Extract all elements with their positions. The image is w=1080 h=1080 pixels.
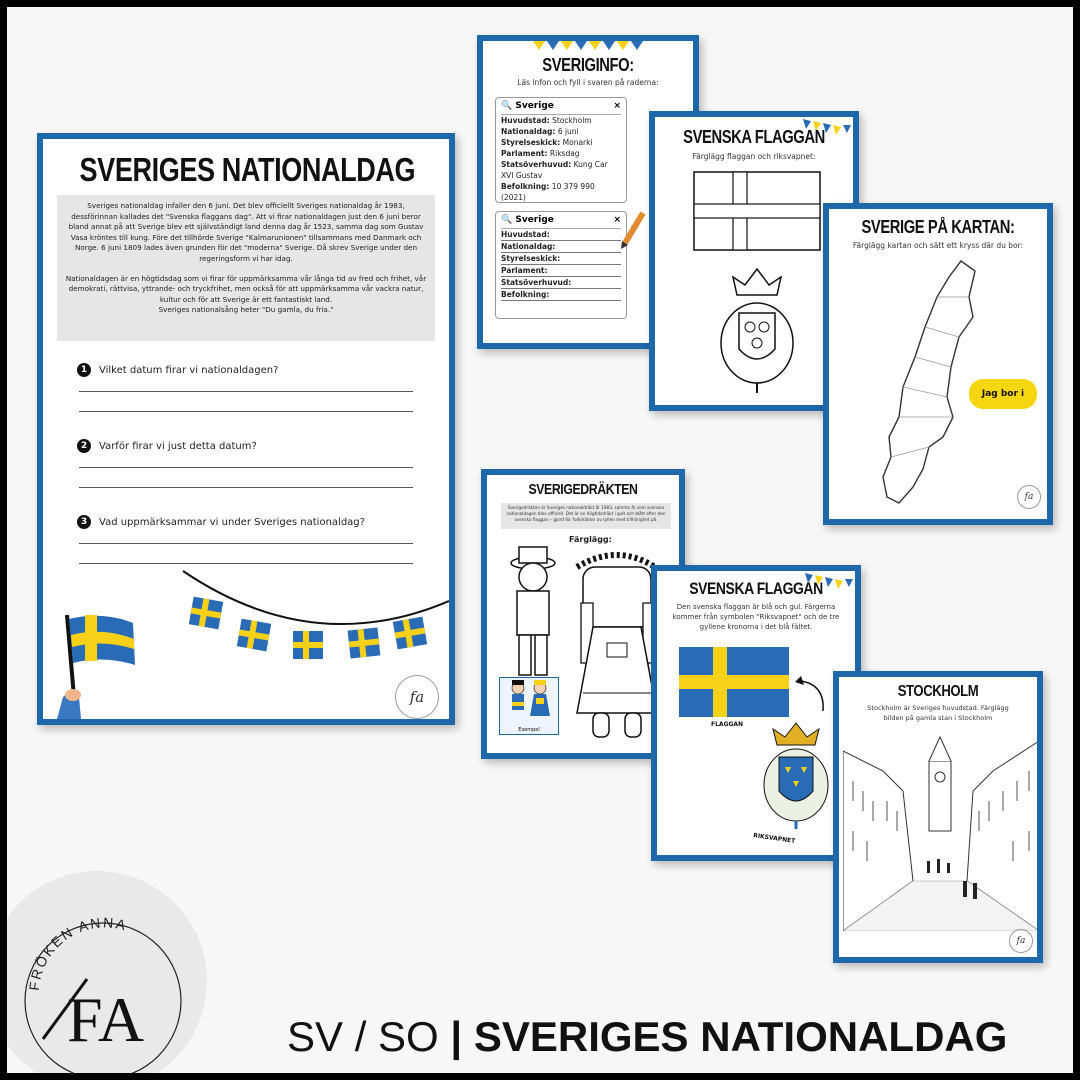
stockholm-logo: fa [1009,929,1033,953]
main-worksheet-logo: fa [395,675,439,719]
question-3-text: Vad uppmärksammar vi under Sveriges nationaldag? [99,517,365,528]
hand-held-flag-icon [57,615,135,719]
blank-field: Nationaldag: [501,241,621,253]
answer-line [79,467,413,468]
map-worksheet [823,203,1053,525]
swedish-flag-icon [679,647,789,717]
flag-info-title: SVENSKA FLAGGAN [689,579,823,598]
old-town-street-outline-icon [843,731,1039,931]
map-subtitle: Färglägg kartan och sätt ett kryss där du bor: [852,241,1024,250]
intro-paragraph-1: Sveriges nationaldag infaller den 6 juni. Det blev officiellt Sveriges nationaldag år 1983, dessförinnan kallades det "Svenska flaggans dag". Att vi firar nationaldagen just den 6 juni beror bland annat på att Sverige blev ett självständigt land denna dag år 1523, samma dag som Gustav Vasa kröntes till kung. Före det tillhörde Sverige "Kalmarunionen" tillsammans med Danmark och Norge. 6 juni 1809 lades även grunden för det "moderna" Sverige. Då skrev Sverige under den regeringsform vi har idag. [68,201,424,263]
costume-title: SVERIGEDRÄKTEN [528,481,638,498]
location-badge: Jag bor i [969,379,1037,409]
flag-info-text: Den svenska flaggan är blå och gul. Färgerna kommer från symbolen "Riksvapnet" och de tre gyllene kronorna i det blå fältet. [672,603,840,631]
question-2 [77,439,257,453]
stockholm-worksheet [833,671,1043,963]
question-1-number: 1 [77,363,91,377]
example-label: Exempel [518,727,540,733]
search-icon: 🔍 [501,215,513,225]
map-title: SVERIGE PÅ KARTAN: [861,217,1015,237]
stockholm-title: STOCKHOLM [897,683,979,700]
map-logo: fa [1017,485,1041,509]
info-field: Befolkning: 10 379 990 (2021) [501,182,595,202]
brand-logo-icon [7,871,207,1073]
bunting-flag-icon [393,617,427,650]
intro-text-box [57,195,435,341]
question-3 [77,515,365,529]
info-field: Styrelseskick: Monarki [501,138,593,147]
question-1-text: Vilket datum firar vi nationaldagen? [99,365,279,376]
flag-bunting-illustration [43,569,449,719]
brand-monogram: FA [67,984,145,1055]
colored-children-icon [500,678,558,724]
flag-info-worksheet [651,565,861,861]
blank-field: Styrelseskick: [501,253,621,265]
filled-info-box [495,97,627,203]
footer-title [287,1007,1073,1067]
flag-outline-icon [693,171,821,251]
search-icon: 🔍 [501,101,513,111]
blank-info-box [495,211,627,319]
question-3-number: 3 [77,515,91,529]
brand-logo-badge [7,871,207,1073]
stockholm-text: Stockholm är Sveriges huvudstad. Färglägg bilden på gamla stan i Stockholm [867,704,1009,722]
answer-line [79,391,413,392]
footer-subject: SV / SO [287,1013,439,1060]
intro-paragraph-2: Nationaldagen är en högtidsdag som vi firar för uppmärksamma vår långa tid av fred och frihet, vår demokrati, rättvisa, yttrande- och tryckfrihet, men också för att uppmärksamma vår vackra natur, kultur och för att Sverige är ett fantastiskt land. [65,273,427,304]
info-search-label: Sverige [515,101,554,111]
bunting-flag-icon [348,628,381,659]
answer-line [79,411,413,412]
footer-separator: | [450,1013,463,1060]
close-icon: × [613,215,621,225]
arms-caption: RIKSVAPNET [752,832,796,845]
blank-field: Huvudstad: [501,229,621,241]
sveriginfo-subtitle: Läs infon och fyll i svaren på raderna: [517,78,659,87]
flag-coloring-title: SVENSKA FLAGGAN [683,127,825,147]
example-thumbnail [499,677,559,735]
info-field: Statsöverhuvud: Kung Car XVI Gustav [501,160,608,180]
question-1 [77,363,278,377]
footer-product-title: SVERIGES NATIONALDAG [473,1013,1008,1060]
blank-field: Statsöverhuvud: [501,277,621,289]
flag-caption: FLAGGAN [711,721,744,728]
main-worksheet-title: SVERIGES NATIONALDAG [79,151,416,188]
color-label: Färglägg: [569,535,612,544]
brand-arc-text: FRÖKEN ANNA [25,914,130,992]
main-worksheet [37,133,455,725]
blank-search-label: Sverige [515,215,554,225]
answer-line [79,563,413,564]
bunting-flag-icon [293,631,323,659]
bunting-flag-icon [237,619,271,652]
bunting-flag-icon [189,597,223,630]
coat-of-arms-icon [761,721,831,831]
answer-line [79,543,413,544]
answer-line [79,487,413,488]
sweden-map-outline-icon [869,257,989,507]
blank-field: Befolkning: [501,289,621,301]
product-preview-canvas [7,7,1073,1073]
intro-paragraph-3: Sveriges nationalsång heter "Du gamla, du fria." [158,305,334,315]
info-field: Parlament: Riksdag [501,149,580,158]
question-2-number: 2 [77,439,91,453]
close-icon: × [613,101,621,111]
curved-arrow-icon [793,675,833,715]
costume-text-box: Sverigedräkten är Sveriges nationaldräkt år 1983, samma år som svenska nationaldagen blev officiell. Det är en högtidsdräkt i gult och blått efter den svenska flaggan – gjord för folkdräkter av tyllen med tillhörighet på. [501,503,671,529]
blank-field: Parlament: [501,265,621,277]
info-field: Huvudstad: Stockholm [501,116,592,125]
flag-coloring-subtitle: Färglägg flaggan och riksvapnet: [692,152,816,161]
sveriginfo-title: SVERIGINFO: [542,55,634,75]
info-field: Nationaldag: 6 juni [501,127,579,136]
coat-of-arms-outline-icon [717,265,797,395]
pencil-icon [619,209,649,249]
question-2-text: Varför firar vi just detta datum? [99,441,257,452]
